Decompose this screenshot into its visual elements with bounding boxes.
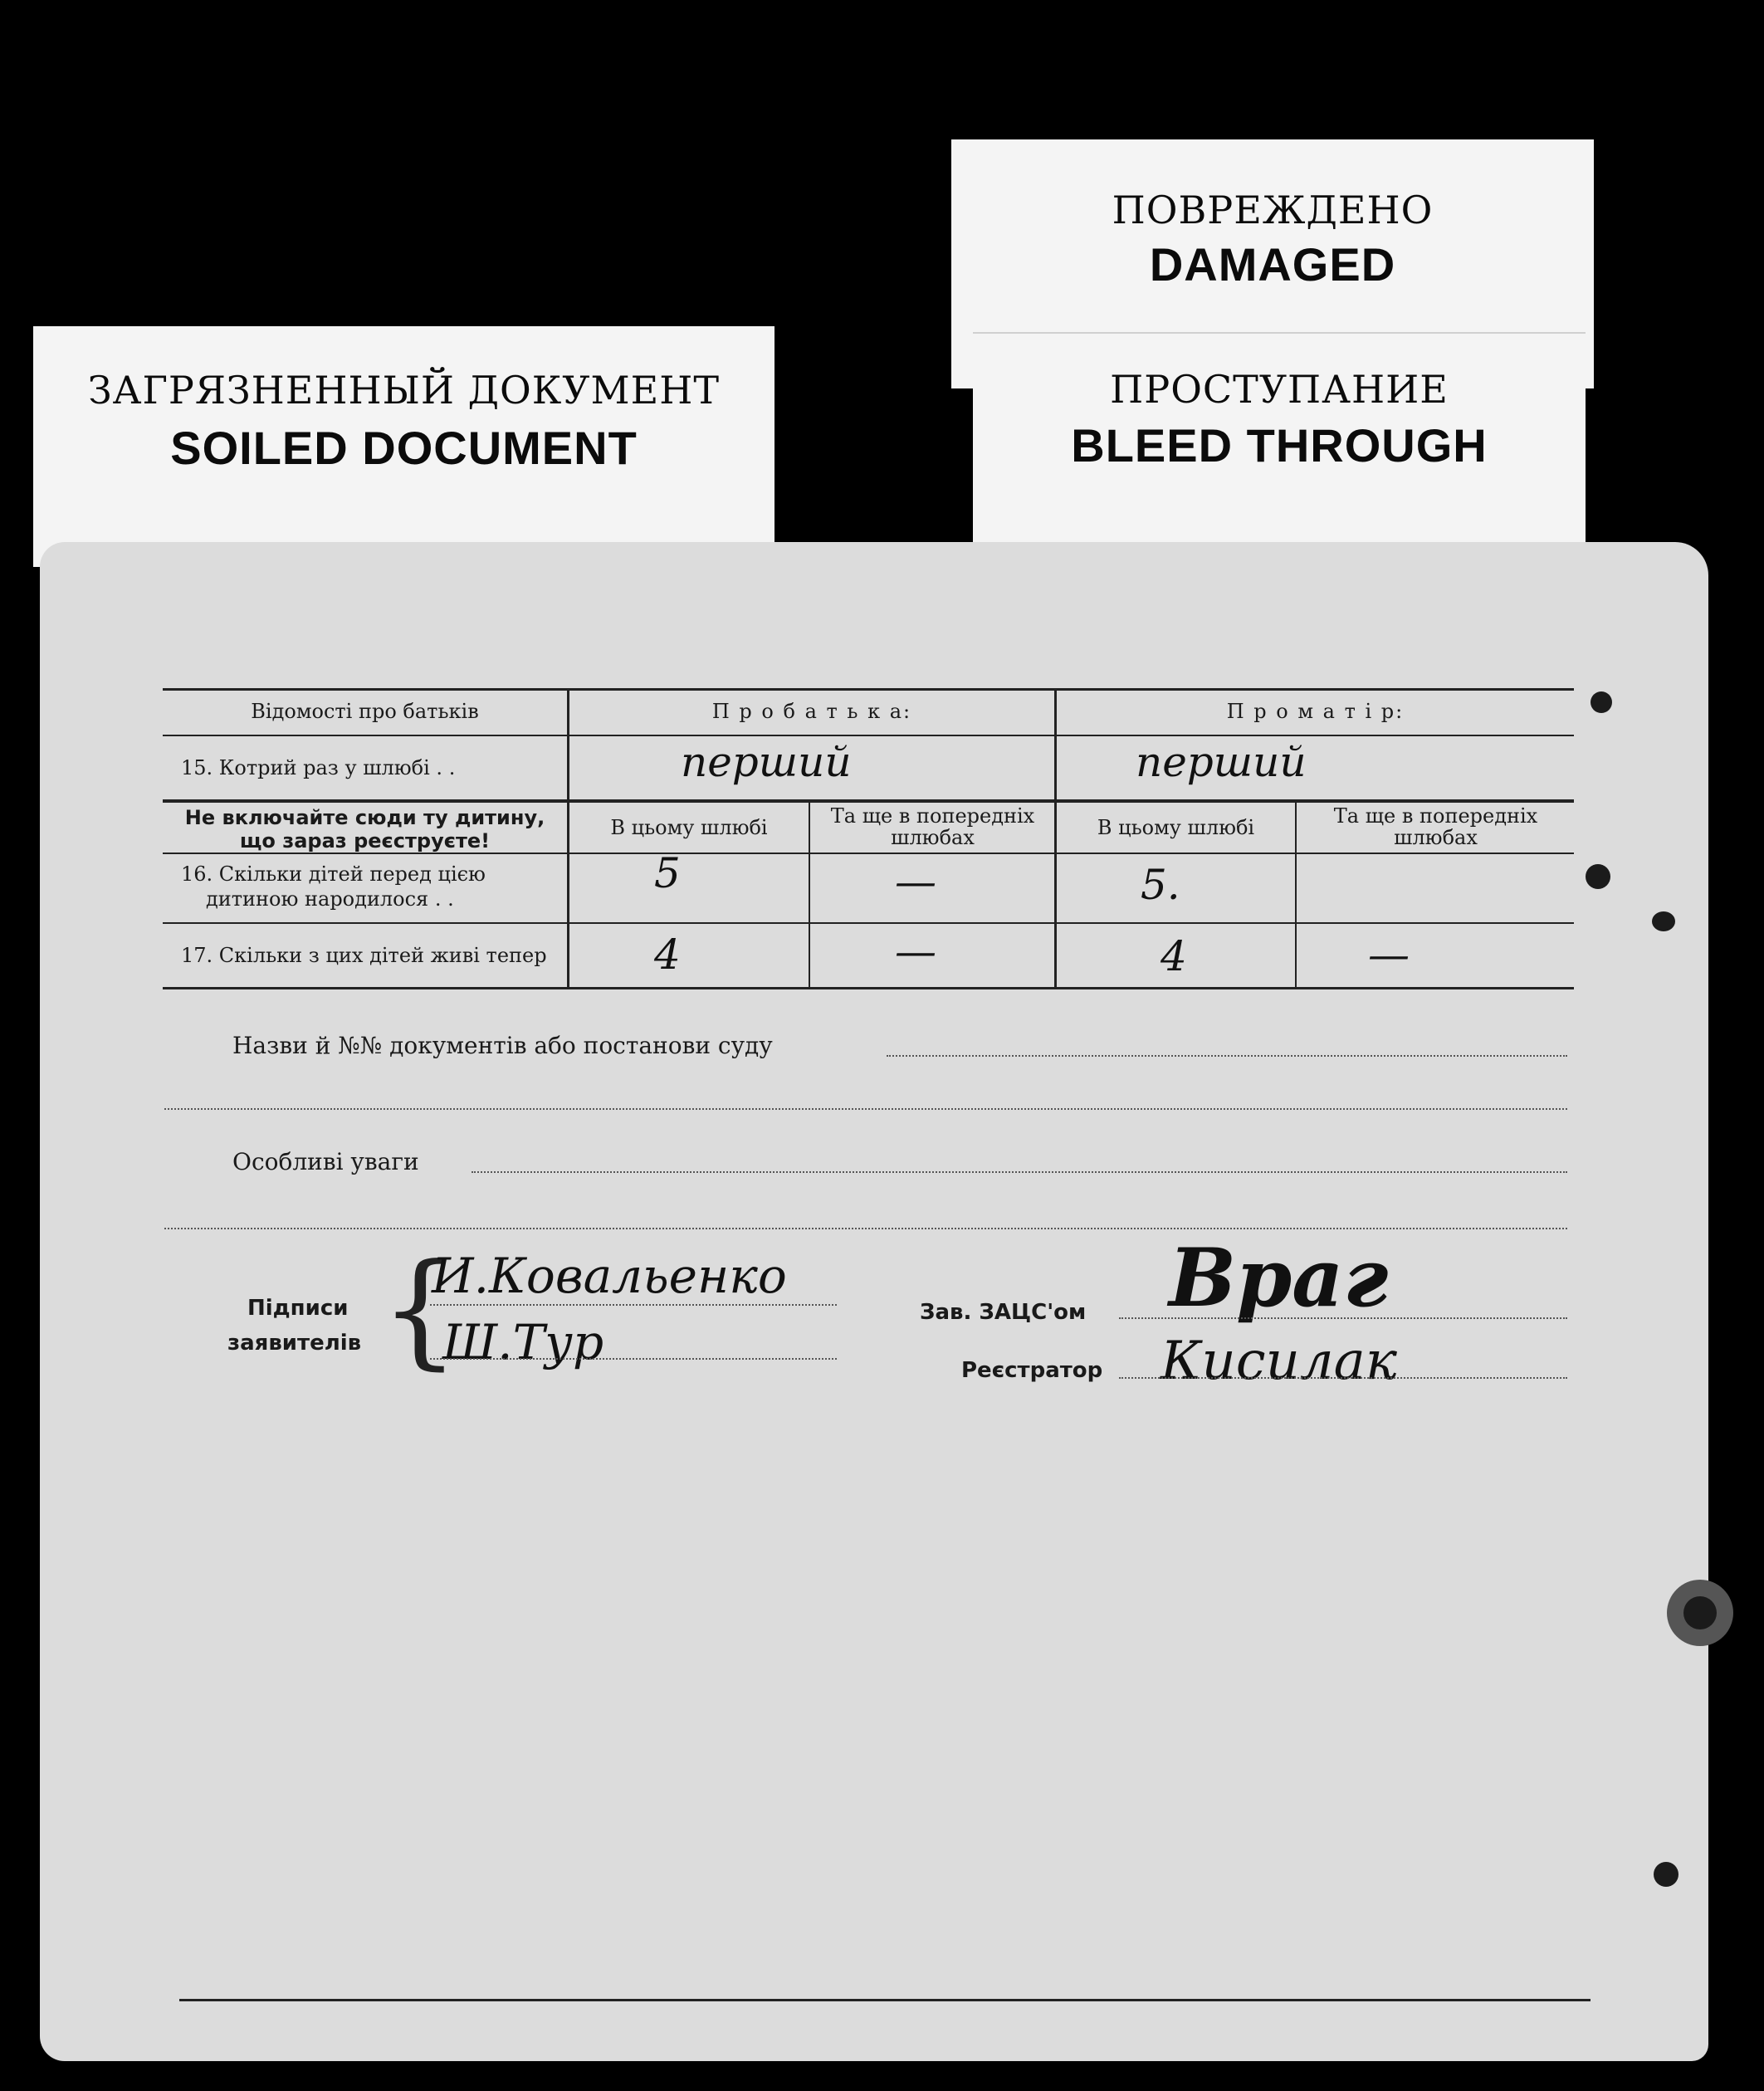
- binder-hole: [1652, 911, 1675, 931]
- father-prev-marriages-header-1: Та ще в попередніх: [830, 804, 1035, 828]
- registrar-label: Реєстратор: [961, 1358, 1103, 1383]
- header-father: П р о б а т ь к а:: [711, 700, 912, 723]
- father-prev-marriages-header-2: шлюбах: [891, 826, 975, 849]
- bleed-through-label: [973, 332, 1586, 543]
- damaged-label-ru: ПОВРЕЖДЕНО: [1112, 188, 1434, 232]
- signatures-brace: {: [380, 1238, 460, 1382]
- row16-father-prev: —: [895, 857, 936, 906]
- remarks-label: Особливі уваги: [232, 1148, 419, 1175]
- binder-hole: [1591, 691, 1612, 713]
- exclude-note-line1: Не включайте сюди ту дитину,: [184, 806, 545, 829]
- row17-mother-this: 4: [1161, 932, 1187, 980]
- header-mother: П р о м а т і р:: [1226, 700, 1405, 723]
- row17-father-this: 4: [654, 931, 681, 979]
- documents-label: Назви й №№ документів або постанови суду: [232, 1032, 773, 1059]
- signatures-label-line2: заявителів: [227, 1331, 362, 1356]
- applicant1-signature: И.Ковальенко: [432, 1248, 787, 1304]
- header-parents-info: Відомості про батьків: [251, 700, 479, 723]
- row15-label: 15. Котрий раз у шлюбі . .: [181, 756, 456, 779]
- row16-father-this: 5: [654, 849, 681, 897]
- father-this-marriage-header: В цьому шлюбі: [610, 816, 768, 839]
- head-of-registry-signature: Враг: [1169, 1231, 1389, 1325]
- binder-hole: [1654, 1862, 1678, 1887]
- mother-prev-marriages-header-1: Та ще в попередніх: [1333, 804, 1538, 828]
- row16-mother-this: 5.: [1141, 861, 1180, 909]
- row16-label-line2: дитиною народилося . .: [206, 887, 454, 911]
- soiled-label-en: SOILED DOCUMENT: [170, 422, 638, 474]
- binder-hole: [1683, 1596, 1717, 1629]
- row17-father-prev: —: [895, 927, 936, 975]
- row15-mother-value: перший: [1136, 738, 1307, 786]
- mother-prev-marriages-header-2: шлюбах: [1394, 826, 1478, 849]
- bleed-label-ru: ПРОСТУПАНИЕ: [1110, 367, 1449, 412]
- registrar-signature: Кисилак: [1161, 1331, 1397, 1392]
- head-of-registry-label: Зав. ЗАЦС'ом: [920, 1300, 1087, 1325]
- document-sheet: [40, 542, 1708, 2061]
- row17-label: 17. Скільки з цих дітей живі тепер: [181, 944, 547, 967]
- row16-label-line1: 16. Скільки дітей перед цією: [181, 862, 486, 886]
- mother-this-marriage-header: В цьому шлюбі: [1097, 816, 1255, 839]
- row15-father-value: перший: [681, 738, 852, 786]
- damaged-label-en: DAMAGED: [1149, 238, 1396, 291]
- row17-mother-prev: —: [1368, 931, 1410, 979]
- soiled-document-label: [33, 326, 774, 567]
- soiled-label-ru: ЗАГРЯЗНЕННЫЙ ДОКУМЕНТ: [87, 368, 721, 413]
- signatures-label-line1: Підписи: [247, 1296, 349, 1321]
- applicant2-signature: Ш.Тур: [442, 1314, 604, 1370]
- exclude-note-line2: що зараз реєструєте!: [239, 829, 491, 853]
- binder-hole: [1586, 864, 1610, 889]
- bleed-label-en: BLEED THROUGH: [1071, 419, 1488, 471]
